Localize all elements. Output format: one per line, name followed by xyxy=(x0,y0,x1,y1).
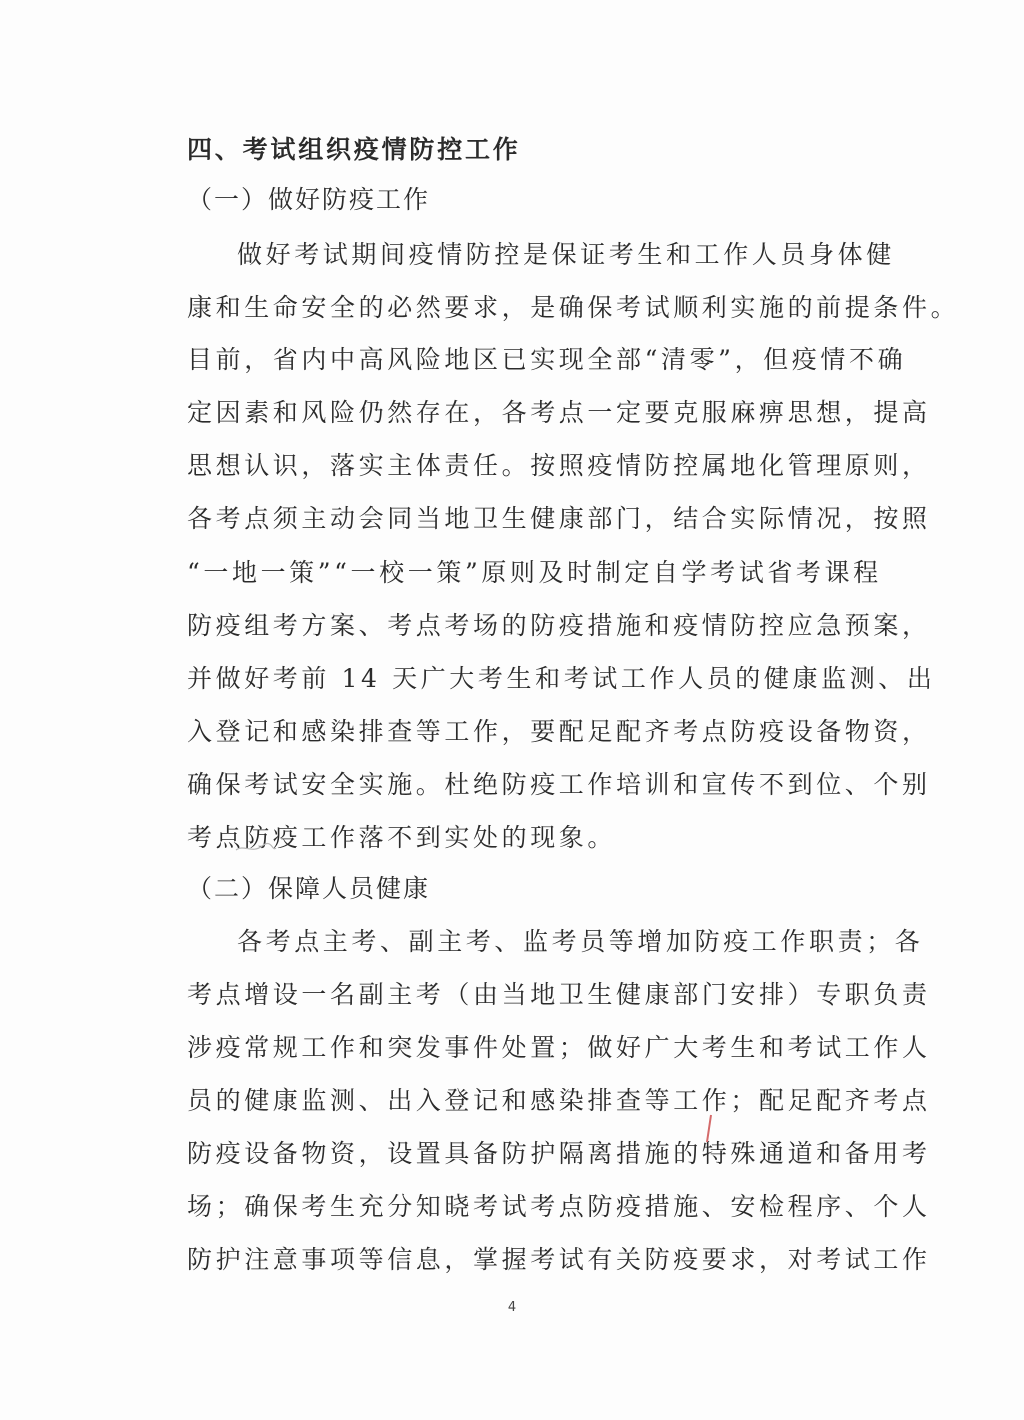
paragraph-2-line-5: 防疫设备物资，设置具备防护隔离措施的特殊通道和备用考 xyxy=(187,1139,931,1168)
paragraph-1-line-11: 确保考试安全实施。杜绝防疫工作培训和宣传不到位、个别 xyxy=(187,770,931,799)
paragraph-1-line-1: 做好考试期间疫情防控是保证考生和工作人员身体健 xyxy=(237,240,895,269)
subsection-heading-2: （二）保障人员健康 xyxy=(187,874,431,903)
page-number: 4 xyxy=(507,1300,517,1315)
paragraph-1-line-7: “一地一策”“一校一策”原则及时制定自学考试省考课程 xyxy=(187,558,882,587)
paragraph-1-line-8: 防疫组考方案、考点考场的防疫措施和疫情防控应急预案， xyxy=(187,611,931,640)
paragraph-1-line-6: 各考点须主动会同当地卫生健康部门，结合实际情况，按照 xyxy=(187,504,931,533)
paragraph-1-line-9: 并做好考前 14 天广大考生和考试工作人员的健康监测、出 xyxy=(187,664,936,693)
paragraph-1-line-2: 康和生命安全的必然要求，是确保考试顺利实施的前提条件。 xyxy=(187,293,960,322)
paragraph-2-line-4: 员的健康监测、出入登记和感染排查等工作；配足配齐考点 xyxy=(187,1086,931,1115)
paragraph-2-line-2: 考点增设一名副主考（由当地卫生健康部门安排）专职负责 xyxy=(187,980,931,1009)
paragraph-1-line-5: 思想认识，落实主体责任。按照疫情防控属地化管理原则， xyxy=(187,451,931,480)
paragraph-1-line-12: 考点防疫工作落不到实处的现象。 xyxy=(187,823,617,852)
paragraph-2-line-7: 防护注意事项等信息，掌握考试有关防疫要求，对考试工作 xyxy=(187,1245,931,1274)
paragraph-2-line-3: 涉疫常规工作和突发事件处置；做好广大考生和考试工作人 xyxy=(187,1033,931,1062)
paragraph-2-line-6: 场；确保考生充分知晓考试考点防疫措施、安检程序、个人 xyxy=(187,1192,931,1221)
paragraph-2-line-1: 各考点主考、副主考、监考员等增加防疫工作职责；各 xyxy=(237,927,924,956)
paragraph-1-line-3: 目前，省内中高风险地区已实现全部“清零”，但疫情不确 xyxy=(187,345,907,374)
paragraph-1-line-10: 入登记和感染排查等工作，要配足配齐考点防疫设备物资， xyxy=(187,717,931,746)
section-heading: 四、考试组织疫情防控工作 xyxy=(187,135,521,164)
subsection-heading-1: （一）做好防疫工作 xyxy=(187,185,431,214)
paragraph-1-line-4: 定因素和风险仍然存在，各考点一定要克服麻痹思想，提高 xyxy=(187,398,931,427)
